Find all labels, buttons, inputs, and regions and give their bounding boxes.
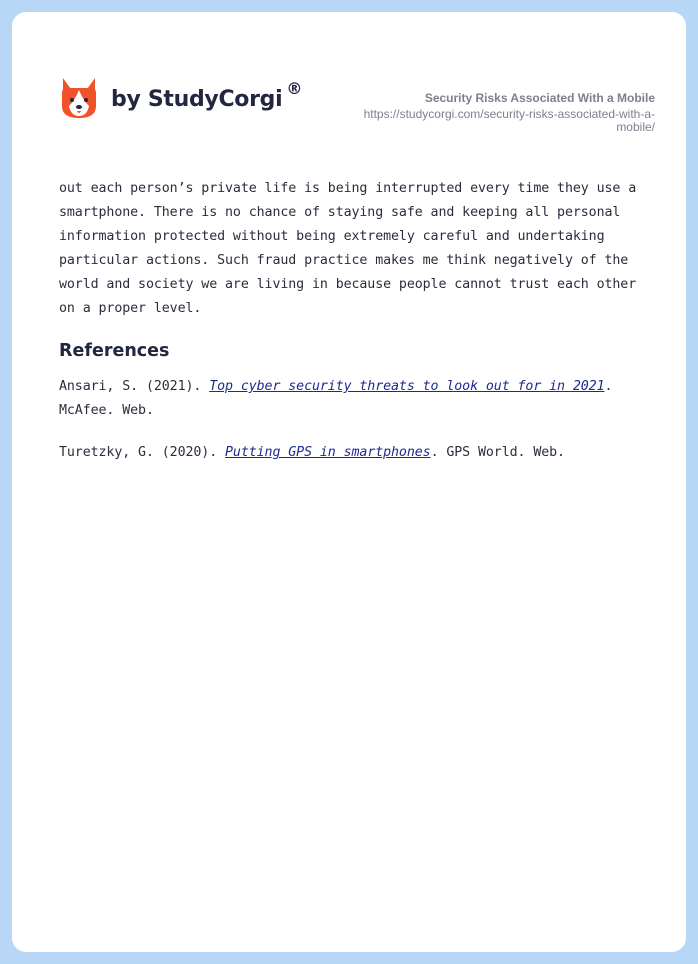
reference-item xyxy=(59,375,659,423)
document-url[interactable]: https://studycorgi.com/security-risks-associated-with-a-mobile/ xyxy=(363,107,655,134)
reference-source: . McAfee. Web. xyxy=(59,379,613,418)
brand-name: by StudyCorgi xyxy=(111,86,283,112)
page-header xyxy=(59,76,655,146)
reference-item xyxy=(59,441,659,465)
reference-link[interactable]: Top cyber security threats to look out for in 2021 xyxy=(209,379,605,394)
registered-mark: ® xyxy=(286,78,303,98)
references-heading: References xyxy=(59,341,170,361)
page-content xyxy=(59,177,659,483)
reference-author-year: Turetzky, G. (2020). xyxy=(59,445,226,460)
studycorgi-logo[interactable] xyxy=(59,76,302,120)
document-title: Security Risks Associated With a Mobile xyxy=(424,91,655,105)
document-meta xyxy=(315,91,655,134)
reference-source: . GPS World. Web. xyxy=(430,445,565,460)
reference-author-year: Ansari, S. (2021). xyxy=(59,379,210,394)
body-paragraph: out each person’s private life is being interrupted every time they use a smartphone. There is no chance of staying safe and keeping all personal information protected without being extremely careful and undertaking particular actions. Such fraud practice makes me think negatively of the world and society we are living in because people cannot trust each other on a proper level. xyxy=(59,181,637,316)
document-page xyxy=(12,12,686,952)
corgi-logo-icon xyxy=(59,76,99,120)
reference-link[interactable]: Putting GPS in smartphones xyxy=(225,445,431,460)
